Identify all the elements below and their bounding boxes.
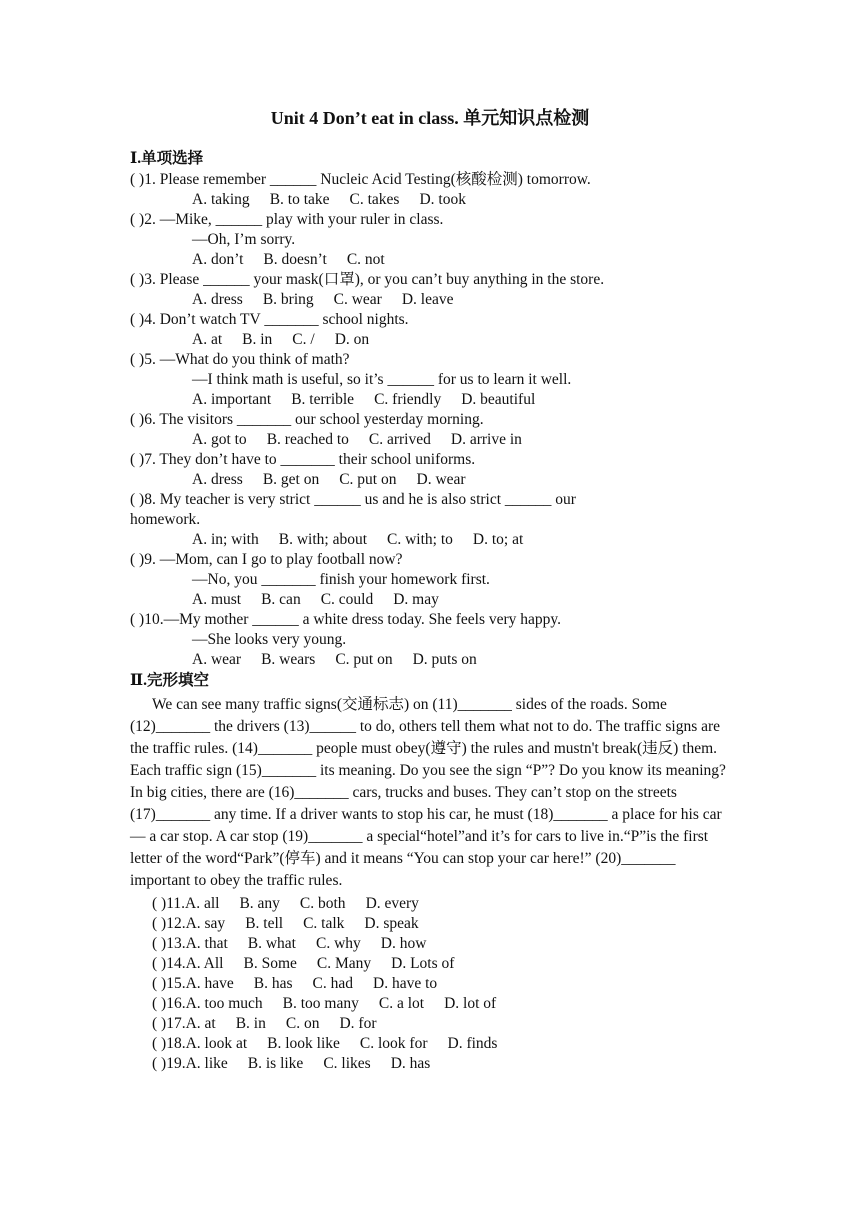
section-heading-single-choice: Ⅰ.单项选择 [130, 150, 204, 167]
answer-option: A. at [192, 331, 223, 348]
question-number: ( )19. [152, 1055, 186, 1072]
question-stem-continued: homework. [130, 511, 201, 528]
cloze-question [130, 1054, 730, 1074]
answer-option: B. wears [261, 651, 316, 668]
answer-options [130, 190, 730, 210]
question-number: ( )17. [152, 1015, 186, 1032]
cloze-passage: We can see many traffic signs(交通标志) on (11)_______ sides of the roads. Some (12)_______ the drivers (13)______ to do, others tell them what not to do. The traffic signs are the traffic rules. (14)_______ people must obey(遵守) the rules and mustn't break(违反) them. Each traffic sign (15)_______ its meaning. Do you see the sign “P”? Do you know its meaning? In big cities, there are (16)_______ cars, trucks and buses. They can’t stop on the streets (17)_______ any time. If a driver wants to stop his car, he must (18)_______ a place for his car — a car stop. A car stop (19)_______ a special“hotel”and it’s for cars to live in.“P”is the first letter of the word“Park”(停车) and it means “You can stop your car here!” (20)_______ important to obey the traffic rules. [130, 696, 726, 889]
answer-option: D. has [390, 1055, 431, 1072]
answer-option: D. leave [401, 291, 454, 308]
answer-option: A. wear [192, 651, 242, 668]
answer-option: B. in [242, 331, 273, 348]
answer-option: D. have to [373, 975, 438, 992]
answer-option: D. arrive in [450, 431, 522, 448]
answer-option: A. have [185, 975, 234, 992]
answer-option: D. beautiful [461, 391, 536, 408]
dialogue-line: —No, you _______ finish your homework first. [192, 571, 490, 588]
answer-option: C. likes [323, 1055, 371, 1072]
section-heading-cloze: Ⅱ.完形填空 [130, 672, 209, 689]
answer-option: D. lot of [444, 995, 497, 1012]
answer-option: B. bring [262, 291, 314, 308]
answer-option: A. say [185, 915, 226, 932]
answer-option: B. terrible [291, 391, 355, 408]
question-number: ( )14. [152, 955, 186, 972]
answer-option: C. wear [333, 291, 382, 308]
answer-option: D. may [393, 591, 439, 608]
answer-option: A. dress [192, 291, 243, 308]
question-stem: ( )4. Don’t watch TV _______ school nights. [130, 311, 409, 328]
dialogue-line: —I think math is useful, so it’s ______ for us to learn it well. [192, 371, 572, 388]
answer-options [130, 430, 730, 450]
answer-option: C. friendly [374, 391, 442, 408]
answer-options [130, 290, 730, 310]
answer-option: C. look for [359, 1035, 428, 1052]
answer-options [130, 650, 730, 670]
answer-option: D. speak [364, 915, 419, 932]
answer-option: B. too many [282, 995, 359, 1012]
answer-option: A. taking [192, 191, 250, 208]
cloze-question [130, 934, 730, 954]
answer-option: B. look like [267, 1035, 340, 1052]
answer-option: B. in [235, 1015, 266, 1032]
answer-option: C. why [315, 935, 361, 952]
answer-option: A. All [185, 955, 224, 972]
question-stem: ( )3. Please ______ your mask(口罩), or you can’t buy anything in the store. [130, 271, 605, 288]
answer-option: A. don’t [192, 251, 244, 268]
answer-option: C. talk [303, 915, 345, 932]
answer-option: A. got to [192, 431, 247, 448]
answer-option: A. at [185, 1015, 216, 1032]
answer-option: B. to take [269, 191, 330, 208]
answer-option: D. to; at [472, 531, 524, 548]
answer-option: D. on [334, 331, 370, 348]
dialogue-line: —She looks very young. [192, 631, 347, 648]
answer-option: D. for [339, 1015, 377, 1032]
answer-options [130, 530, 730, 550]
answer-option: B. reached to [266, 431, 349, 448]
answer-options [130, 250, 730, 270]
cloze-question-list [130, 894, 730, 1074]
answer-option: A. like [185, 1055, 228, 1072]
answer-option: B. is like [247, 1055, 304, 1072]
question-number: ( )18. [152, 1035, 186, 1052]
answer-option: A. all [185, 895, 220, 912]
answer-option: C. Many [316, 955, 372, 972]
answer-option: B. Some [243, 955, 297, 972]
answer-option: D. puts on [412, 651, 477, 668]
question-number: ( )13. [152, 935, 186, 952]
answer-option: A. important [192, 391, 272, 408]
question-number: ( )15. [152, 975, 186, 992]
answer-option: B. any [239, 895, 280, 912]
question-stem: ( )9. —Mom, can I go to play football now? [130, 551, 403, 568]
answer-options [130, 330, 730, 350]
answer-option: B. tell [245, 915, 284, 932]
answer-options [130, 390, 730, 410]
cloze-question [130, 1034, 730, 1054]
answer-option: B. has [253, 975, 293, 992]
answer-option: C. put on [339, 471, 397, 488]
answer-option: A. that [185, 935, 228, 952]
answer-option: C. arrived [368, 431, 431, 448]
question-stem: ( )6. The visitors _______ our school yesterday morning. [130, 411, 484, 428]
page-title: Unit 4 Don’t eat in class. 单元知识点检测 [270, 108, 590, 128]
cloze-question [130, 994, 730, 1014]
answer-option: C. / [292, 331, 315, 348]
answer-option: D. every [365, 895, 419, 912]
dialogue-line: —Oh, I’m sorry. [192, 231, 296, 248]
answer-option: A. too much [185, 995, 263, 1012]
answer-option: D. how [380, 935, 427, 952]
answer-option: B. with; about [278, 531, 368, 548]
answer-option: B. can [261, 591, 301, 608]
answer-option: C. not [346, 251, 385, 268]
answer-option: C. on [285, 1015, 320, 1032]
answer-option: D. Lots of [391, 955, 455, 972]
answer-option: C. both [299, 895, 346, 912]
question-stem: ( )1. Please remember ______ Nucleic Acid Testing(核酸检测) tomorrow. [130, 171, 591, 188]
answer-option: D. finds [447, 1035, 498, 1052]
worksheet-page [130, 100, 730, 1074]
question-stem: ( )7. They don’t have to _______ their school uniforms. [130, 451, 476, 468]
cloze-question [130, 914, 730, 934]
answer-option: A. dress [192, 471, 243, 488]
answer-option: C. had [312, 975, 353, 992]
answer-option: C. put on [335, 651, 393, 668]
answer-option: B. doesn’t [263, 251, 327, 268]
answer-option: B. what [247, 935, 296, 952]
answer-options [130, 470, 730, 490]
answer-option: A. in; with [192, 531, 259, 548]
answer-option: C. a lot [378, 995, 425, 1012]
answer-option: C. with; to [387, 531, 453, 548]
question-number: ( )11. [152, 895, 185, 912]
question-stem: ( )8. My teacher is very strict ______ us and he is also strict ______ our [130, 491, 576, 508]
question-number: ( )16. [152, 995, 186, 1012]
cloze-question [130, 894, 730, 914]
answer-option: A. look at [185, 1035, 248, 1052]
cloze-question [130, 1014, 730, 1034]
answer-option: D. took [419, 191, 466, 208]
cloze-question [130, 974, 730, 994]
answer-options [130, 590, 730, 610]
answer-option: C. could [320, 591, 374, 608]
question-stem: ( )10.—My mother ______ a white dress today. She feels very happy. [130, 611, 562, 628]
question-number: ( )12. [152, 915, 186, 932]
answer-option: D. wear [416, 471, 466, 488]
answer-option: B. get on [262, 471, 320, 488]
single-choice-list [130, 170, 730, 670]
question-stem: ( )5. —What do you think of math? [130, 351, 350, 368]
answer-option: A. must [192, 591, 242, 608]
question-stem: ( )2. —Mike, ______ play with your ruler in class. [130, 211, 444, 228]
answer-option: C. takes [349, 191, 400, 208]
cloze-question [130, 954, 730, 974]
